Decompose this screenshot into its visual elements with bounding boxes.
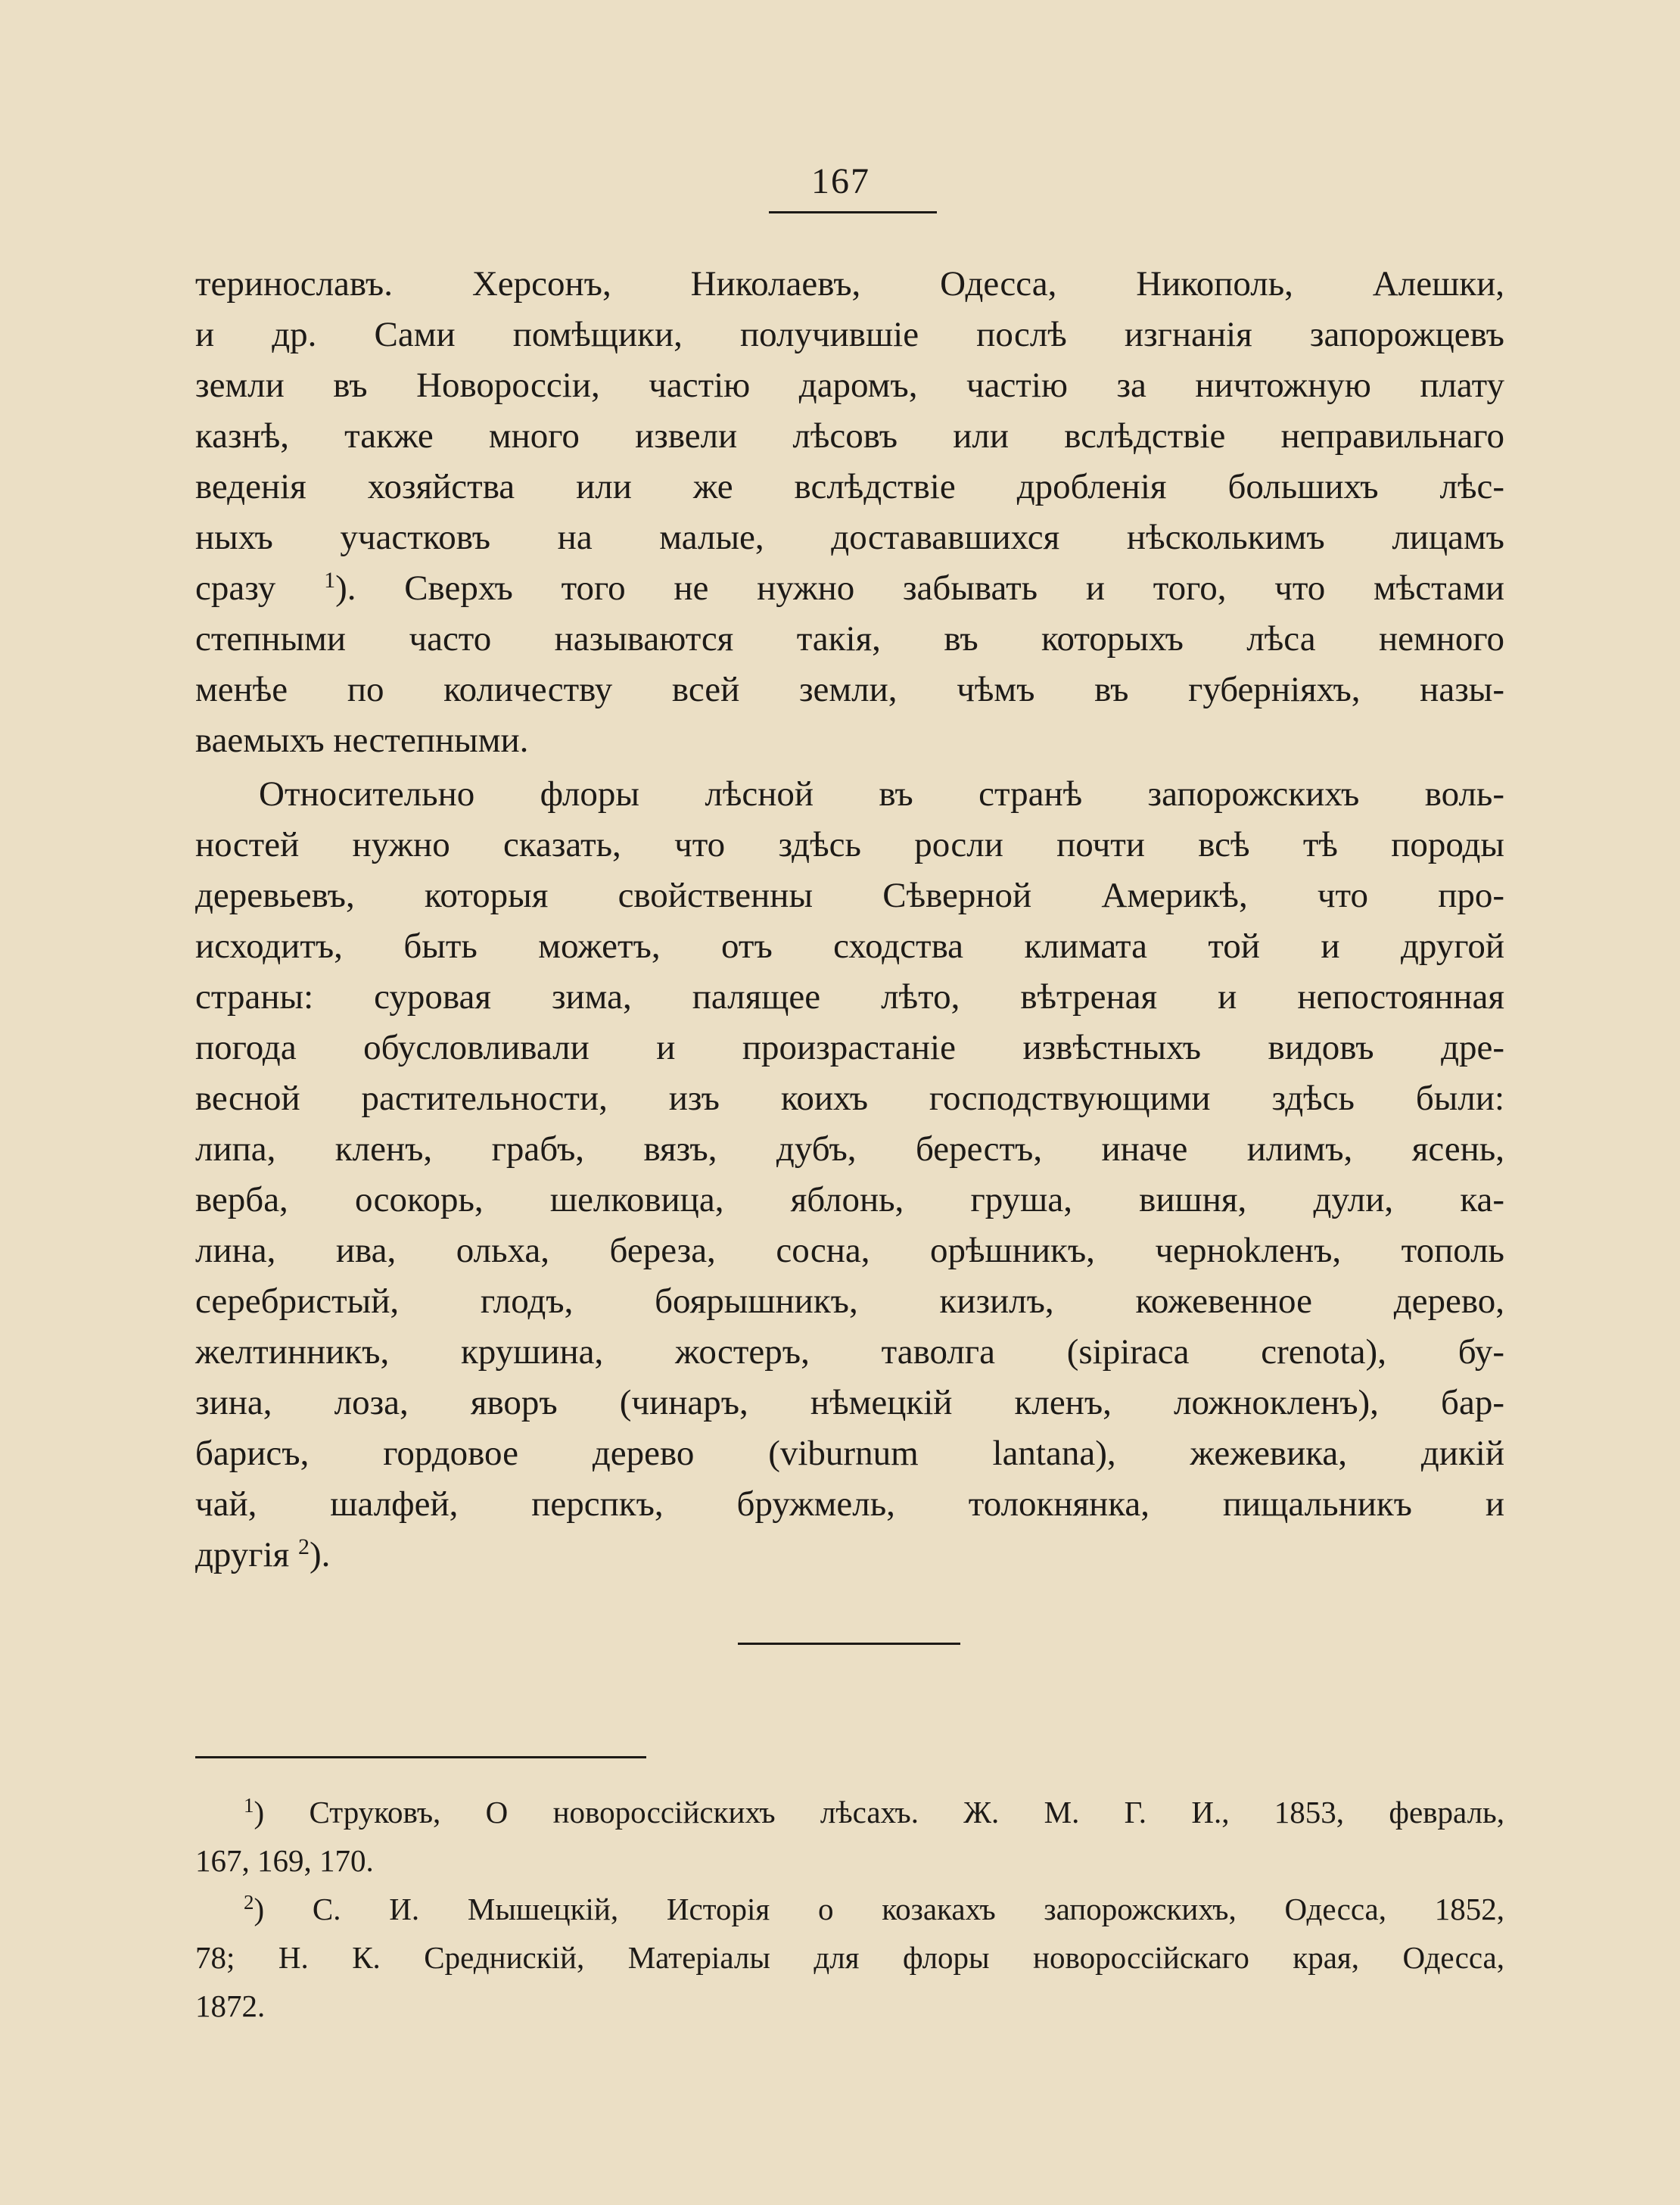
text-line: ныхъ участковъ на малые, достававшихся нѣсколькимъ лицамъ: [195, 518, 1504, 557]
footnote-rule: [195, 1756, 646, 1758]
footnote-line: 167, 169, 170.: [195, 1843, 374, 1878]
text-line: менѣе по количеству всей земли, чѣмъ въ губерніяхъ, назы-: [195, 670, 1504, 709]
text-line: казнѣ, также много извели лѣсовъ или вслѣдствіе неправильнаго: [195, 416, 1504, 456]
text-line: зина, лоза, яворъ (чинаръ, нѣмецкій кленъ, ложнокленъ), бар-: [195, 1383, 1504, 1422]
text-line: веденія хозяйства или же вслѣдствіе дробленія большихъ лѣс-: [195, 467, 1504, 506]
footnote-line: [195, 1788, 1504, 1836]
footnotes: [195, 1788, 1504, 2030]
text-fragment: другія: [195, 1535, 290, 1574]
text-line: исходитъ, быть можетъ, отъ сходства климата той и другой: [195, 927, 1504, 966]
footnote-marker-1: 1: [244, 1794, 254, 1817]
text-line: земли въ Новороссіи, частію даромъ, частію за ничтожную плату: [195, 366, 1504, 405]
header-rule: [769, 211, 937, 213]
text-end-rule: [738, 1643, 960, 1645]
text-line: степными часто называются такія, въ которыхъ лѣса немного: [195, 619, 1504, 659]
text-line: желтинникъ, крушина, жостеръ, таволга (sipiraca crenota), бу-: [195, 1332, 1504, 1372]
text-line: чай, шалфей, перспкъ, бружмель, толокнянка, пищальникъ и: [195, 1484, 1504, 1524]
text-line: погода обусловливали и произрастаніе извѣстныхъ видовъ дре-: [195, 1028, 1504, 1067]
footnote-ref-1: 1: [324, 568, 336, 593]
footnote-line: [195, 1885, 1504, 1933]
text-line: весной растительности, изъ коихъ господствующими здѣсь были:: [195, 1079, 1504, 1118]
text-fragment: ).: [310, 1535, 331, 1574]
footnote-line: 78; Н. К. Среднискій, Матеріалы для флоры новороссійскаго края, Одесса,: [195, 1940, 1504, 1975]
text-line: деревьевъ, которыя свойственны Сѣверной Америкѣ, что про-: [195, 876, 1504, 915]
main-text: [195, 259, 1504, 1581]
text-line: барисъ, гордовое дерево (viburnum lantana), жежевика, дикій: [195, 1434, 1504, 1473]
footnote-ref-2: 2: [298, 1534, 310, 1559]
text-line: териноcлавъ. Херсонъ, Николаевъ, Одесса, Никополь, Алешки,: [195, 264, 1504, 304]
text-line: ваемыхъ нестепными.: [195, 721, 529, 760]
text-fragment: сразу: [195, 568, 276, 608]
text-line: [195, 1530, 1504, 1581]
text-fragment: ). Сверхъ того не нужно забывать и того, что мѣстами: [335, 568, 1505, 608]
text-line: серебристый, глодъ, боярышникъ, кизилъ, кожевенное дерево,: [195, 1282, 1504, 1321]
text-line: [195, 563, 1504, 614]
text-line: лина, ива, ольха, береза, сосна, орѣшникъ, черноkленъ, тополь: [195, 1231, 1504, 1270]
footnote-text: ) Струковъ, О новороссійскихъ лѣсахъ. Ж. М. Г. И., 1853, февраль,: [254, 1795, 1504, 1830]
text-line: липа, кленъ, грабъ, вязъ, дубъ, берестъ, иначе илимъ, ясень,: [195, 1129, 1504, 1169]
footnote-text: ) С. И. Мышецкій, Исторія о козакахъ запорожскихъ, Одесса, 1852,: [254, 1892, 1504, 1926]
text-line: верба, осокорь, шелковица, яблонь, груша, вишня, дули, ка-: [195, 1180, 1504, 1219]
footnote-marker-2: 2: [244, 1891, 254, 1914]
text-line: ностей нужно сказать, что здѣсь росли почти всѣ тѣ породы: [195, 825, 1504, 864]
footnote-line: 1872.: [195, 1989, 266, 2023]
text-line: Относительно флоры лѣсной въ странѣ запорожскихъ воль-: [259, 774, 1504, 814]
text-line: страны: суровая зима, палящее лѣто, вѣтреная и непостоянная: [195, 977, 1504, 1017]
page-number: 167: [811, 161, 870, 201]
text-line: и др. Сами помѣщики, получившіе послѣ изгнанія запорожцевъ: [195, 315, 1504, 354]
